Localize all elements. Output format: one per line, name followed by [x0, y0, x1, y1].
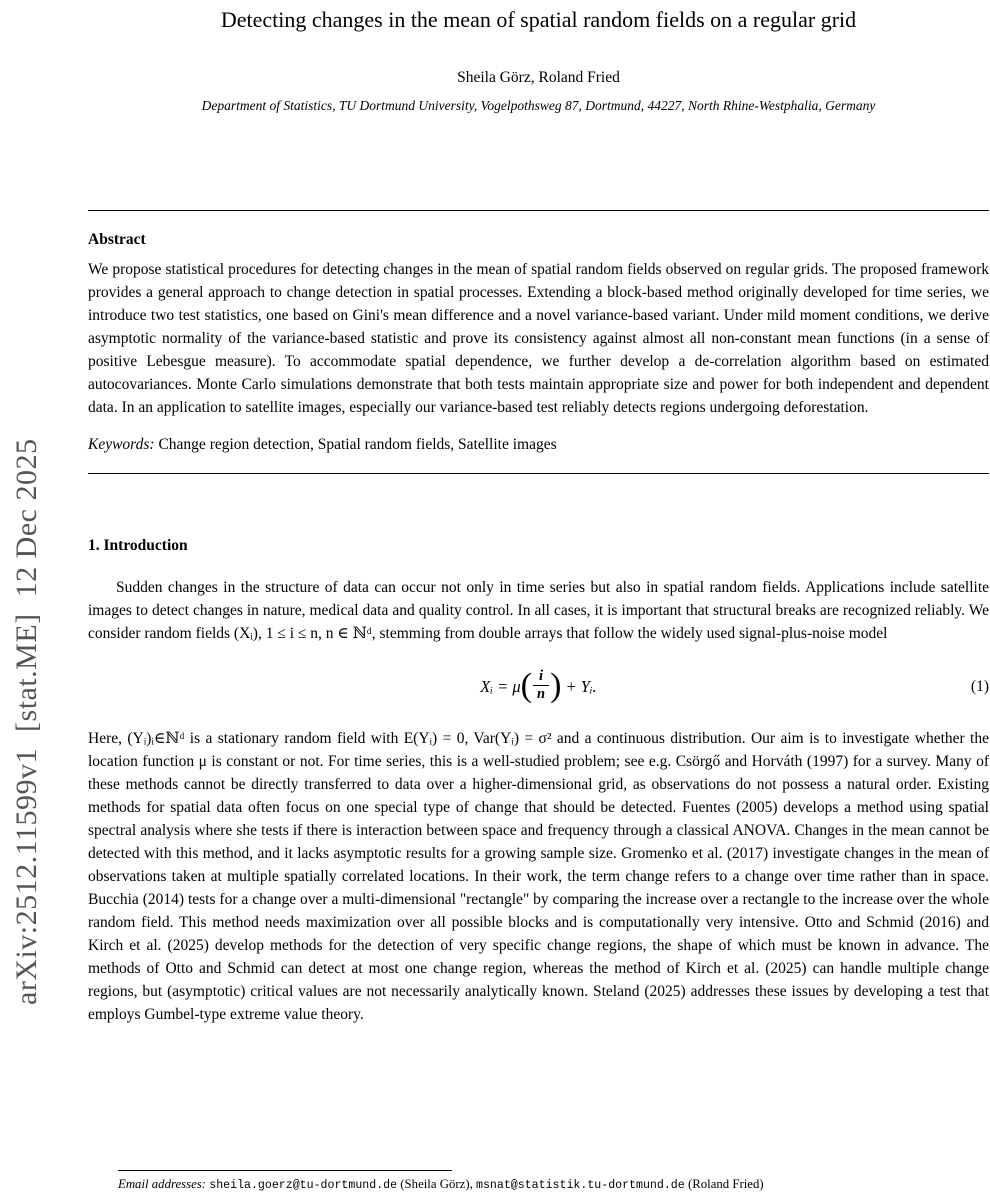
fraction — [533, 668, 549, 703]
keywords-line — [88, 435, 989, 454]
equation-1 — [88, 665, 989, 709]
paper-affiliation: Department of Statistics, TU Dortmund University, Vogelpothsweg 87, Dortmund, 44227, North Rhine-Westphalia, Germany — [201, 98, 876, 113]
abstract-text: We propose statistical procedures for detecting changes in the mean of spatial random fields observed on regular grids. The proposed framework provides a general approach to change detection in spatial processes. Extending a block-based method originally developed for time series, we introduce two test statistics, one based on Gini's mean difference and a novel variance-based variant. Under mild moment conditions, we derive asymptotic normality of the variance-based statistic and prove its consistency against almost all non-constant mean functions (in a sense of positive Lebesgue measure). To accommodate spatial dependence, we further develop a de-correlation algorithm based on estimated autocovariances. Monte Carlo simulations demonstrate that both tests maintain appropriate size and power for both independent and dependent data. In an application to satellite images, especially our variance-based test reliably detects regions undergoing deforestation. — [88, 261, 989, 416]
abstract-rule-top — [88, 210, 989, 211]
section-heading-introduction: 1. Introduction — [88, 536, 188, 554]
equation-lhs: Xᵢ = μ — [480, 676, 521, 696]
paper-title: Detecting changes in the mean of spatial random fields on a regular grid — [220, 7, 857, 32]
open-paren: ( — [520, 666, 532, 704]
abstract-heading: Abstract — [88, 231, 146, 248]
footnote-text — [118, 1176, 989, 1194]
equation-rhs: + Yᵢ. — [565, 676, 597, 696]
fraction-numerator: i — [533, 668, 549, 686]
email-addresses-label: Email addresses: — [118, 1177, 207, 1191]
keywords-text: Change region detection, Spatial random fields, Satellite images — [158, 435, 557, 453]
email-address-2: msnat@statistik.tu-dortmund.de — [476, 1179, 685, 1192]
email-address-1: sheila.goerz@tu-dortmund.de — [209, 1179, 398, 1192]
footnote-rule — [118, 1170, 452, 1171]
paper-content — [88, 0, 989, 1041]
email-footnote — [88, 1170, 989, 1194]
keywords-label: Keywords: — [88, 435, 155, 453]
paper-authors: Sheila Görz, Roland Fried — [457, 69, 620, 86]
intro-paragraph-1: Sudden changes in the structure of data can occur not only in time series but also in spatial random fields. Applications include satellite images to detect changes in nature, medical data and quality control. In all cases, it is important that structural breaks are recognized reliably. We consider random fields (Xᵢ), 1 ≤ i ≤ n, n ∈ ℕᵈ, stemming from double arrays that follow the widely used signal-plus-noise model — [88, 578, 989, 642]
abstract-rule-bottom — [88, 473, 989, 474]
email-name-2: (Roland Fried) — [687, 1177, 764, 1191]
close-paren: ) — [550, 666, 562, 704]
intro-paragraph-2: Here, (Yᵢ)ᵢ∈ℕᵈ is a stationary random field with E(Yᵢ) = 0, Var(Yᵢ) = σ² and a continuous distribution. Our aim is to investigate whether the location function μ is constant or not. For time series, this is a well-studied problem; see e.g. Csörgő and Horváth (1997) for a survey. Many of these methods cannot be directly transferred to data over a higher-dimensional grid, as observations do not possess a natural order. Existing methods for spatial data often focus on one special type of change that should be detected. Fuentes (2005) develops a method using spatial spectral analysis where she tests if there is interaction between space and frequency through a classical ANOVA. Changes in the mean cannot be detected with this method, and it lacks asymptotic results for a growing sample size. Gromenko et al. (2017) investigate changes in the mean of observations taken at multiple spatially correlated locations. In their work, the term change refers to a change over time rather than in space. Bucchia (2014) tests for a change over a multi-dimensional "rectangle" by comparing the increase over a rectangle to the increase over the whole random field. This method needs maximization over all possible blocks and is computationally very intensive. Otto and Schmid (2016) and Kirch et al. (2025) develop methods for the detection of very specific change regions, the shape of which must be known in advance. The methods of Otto and Schmid can detect at most one change region, whereas the method of Kirch et al. (2025) can handle multiple change regions, but (asymptotic) critical values are not necessarily analytically known. Steland (2025) addresses these issues by developing a test that employs Gumbel-type extreme value theory. — [88, 729, 989, 1023]
equation-number: (1) — [970, 677, 989, 695]
arxiv-watermark: arXiv:2512.11599v1 [stat.ME] 12 Dec 2025 — [10, 438, 43, 1005]
equation-body — [88, 665, 989, 710]
fraction-denominator: n — [536, 686, 546, 703]
email-name-1: (Sheila Görz), — [400, 1177, 473, 1191]
